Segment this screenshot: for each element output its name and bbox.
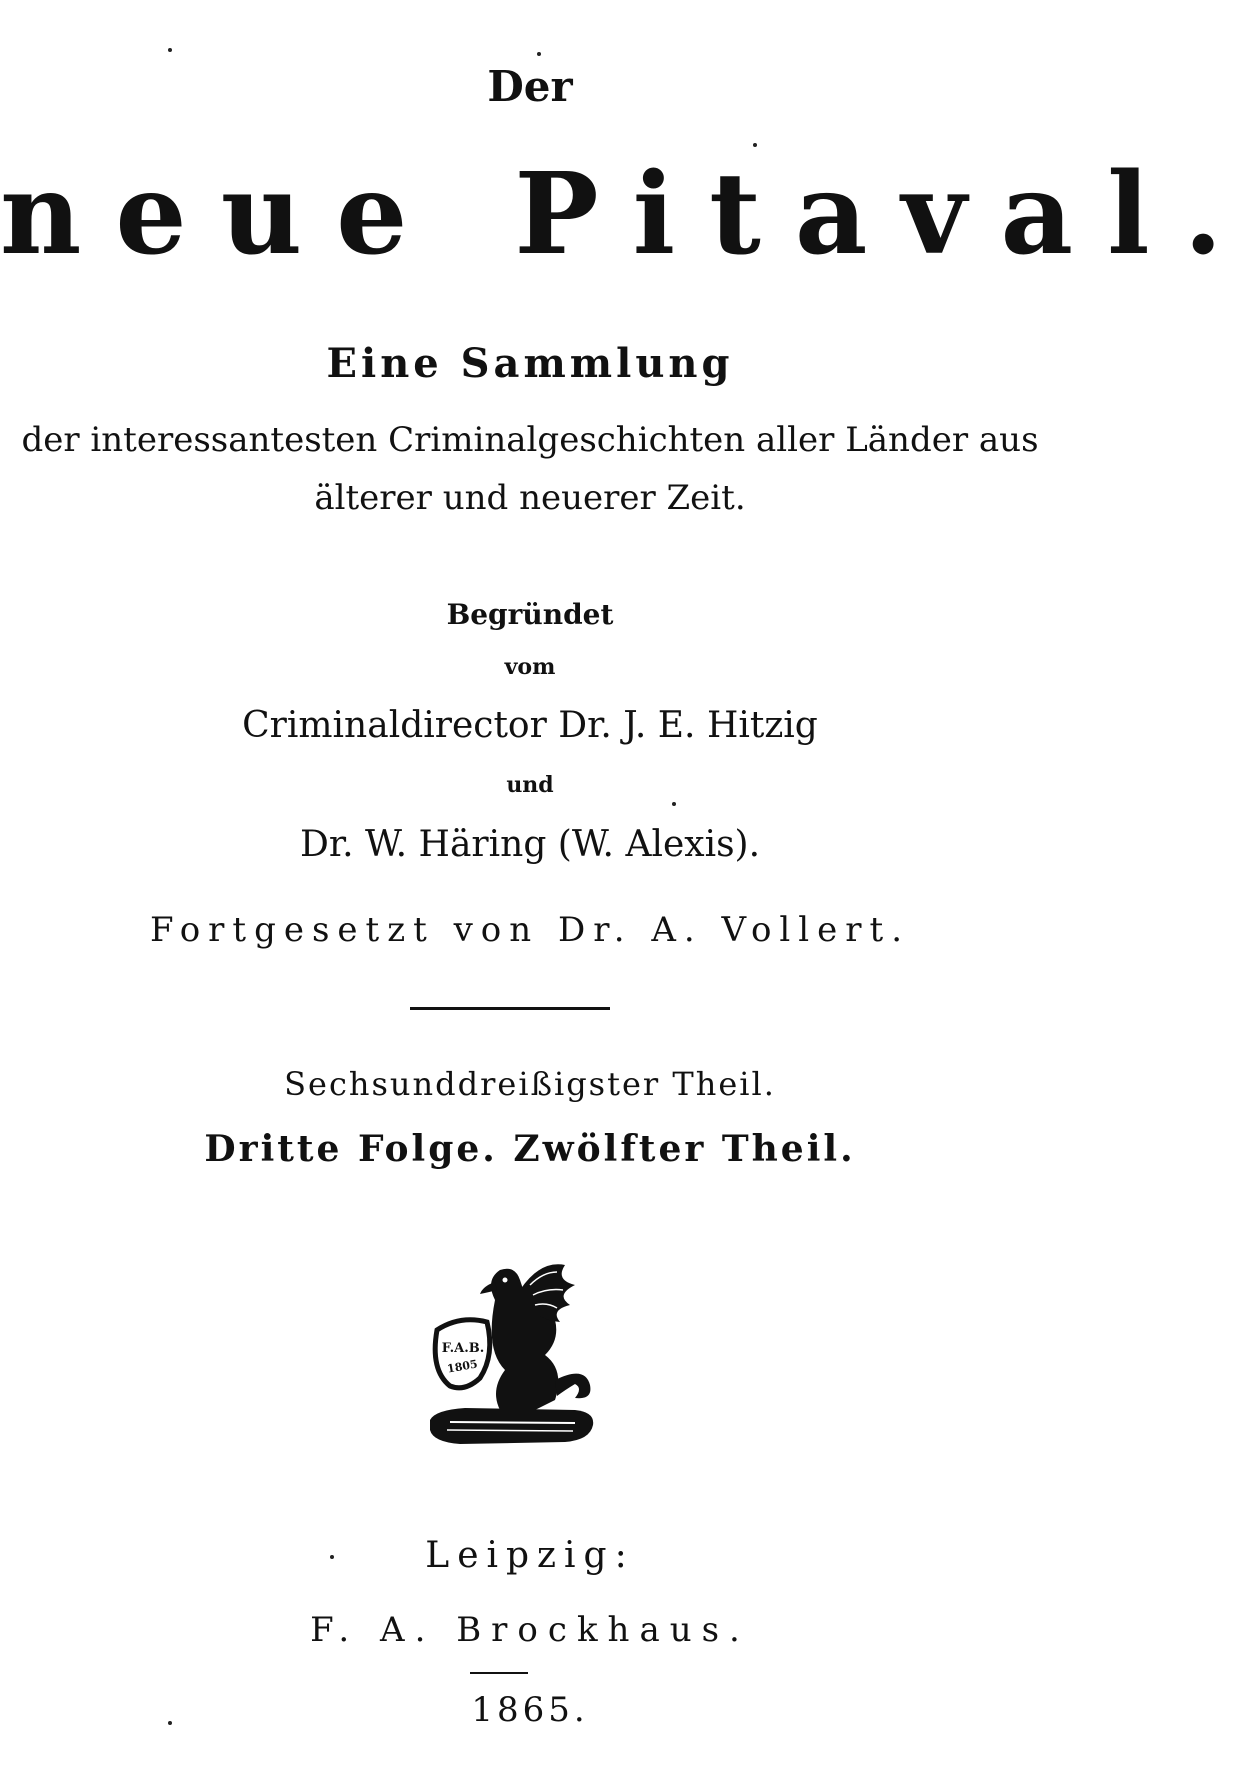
ink-speck [537,52,541,56]
by-label: vom [504,654,556,680]
founded-label: Begründet [446,598,614,631]
author-2: Dr. W. Häring (W. Alexis). [299,824,761,865]
volume-line-1: Sechsunddreißigster Theil. [284,1065,776,1103]
imprint-publisher: F. A. Brockhaus. [310,1610,750,1650]
and-label: und [506,772,554,798]
subtitle-line-1: Eine Sammlung [326,340,734,387]
griffin-with-shield-icon [425,1260,605,1450]
imprint-place: Leipzig: [425,1535,635,1576]
ink-speck [168,48,172,52]
title-article: Der [487,62,573,111]
imprint-rule [470,1672,528,1674]
continuation-line: Fortgesetzt von Dr. A. Vollert. [149,910,911,950]
imprint-year: 1865. [471,1690,589,1730]
page-title: neue Pitaval. [0,149,1257,280]
svg-text:1805: 1805 [446,1357,479,1376]
subtitle-line-3: älterer und neuerer Zeit. [314,478,746,518]
author-1: Criminaldirector Dr. J. E. Hitzig [242,705,818,746]
divider-rule [410,1007,610,1010]
ink-speck [672,802,676,806]
svg-text:F.A.B.: F.A.B. [441,1341,485,1356]
volume-line-2: Dritte Folge. Zwölfter Theil. [204,1128,856,1170]
subtitle-line-2: der interessantesten Criminalgeschichten aller Länder aus [21,420,1039,460]
